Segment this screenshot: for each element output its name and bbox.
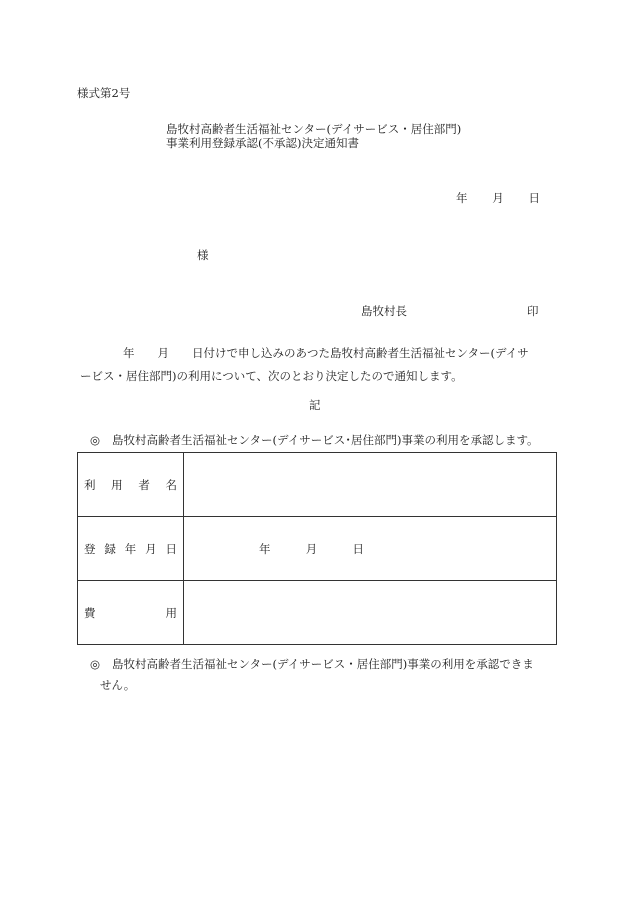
label-char: 用 (111, 477, 123, 492)
table-row (78, 453, 557, 517)
document-title-line2: 事業利用登録承認(不承認)決定通知書 (166, 136, 359, 150)
label-char: 録 (104, 541, 116, 556)
issue-date-month: 月 (492, 191, 504, 205)
label-char: 年 (124, 541, 137, 556)
para-line1: 日付けで申し込みのあつた島牧村高齢者生活福祉センター(デイサ (192, 346, 529, 360)
form-number: 様式第2号 (77, 86, 131, 100)
reg-date-year: 年 (259, 541, 271, 556)
issue-date-day: 日 (528, 191, 540, 205)
para-year: 年 (123, 346, 135, 360)
label-fee (78, 581, 184, 645)
approve-text: 島牧村高齢者生活福祉センター(デイサービス･居住部門)事業の利用を承認します。 (112, 433, 539, 447)
label-char: 費 (84, 605, 96, 620)
issue-date-year: 年 (456, 191, 468, 205)
label-char: 用 (165, 605, 177, 620)
table-row (78, 517, 557, 581)
label-char: 名 (165, 477, 177, 492)
deny-line1: 島牧村高齢者生活福祉センター(デイサービス・居住部門)事業の利用を承認できま (112, 657, 534, 671)
double-circle-icon: ◎ (90, 433, 101, 447)
seal-mark: 印 (527, 304, 539, 318)
para-month: 月 (157, 346, 169, 360)
value-user-name[interactable] (184, 453, 557, 517)
deny-statement (90, 654, 560, 696)
label-char: 者 (138, 477, 150, 492)
reg-date-day: 日 (352, 541, 364, 556)
value-registration-date[interactable] (184, 517, 557, 581)
label-char: 月 (145, 541, 157, 556)
reg-date-month: 月 (305, 541, 318, 556)
label-char: 日 (165, 541, 177, 556)
notice-paragraph (80, 342, 553, 388)
para-line2: ービス・居住部門)の利用について、次のとおり決定したので通知します。 (80, 369, 463, 383)
approval-table (77, 452, 557, 645)
label-user-name (78, 453, 184, 517)
deny-line2: せん。 (100, 678, 136, 692)
table-row (78, 581, 557, 645)
approve-statement (90, 435, 539, 447)
double-circle-icon: ◎ (90, 657, 101, 671)
document-title-line1: 島牧村高齢者生活福祉センター(デイサービス・居住部門) (166, 122, 462, 136)
sender-name: 島牧村長 (361, 304, 407, 318)
label-registration-date (78, 517, 184, 581)
recipient-honorific: 様 (197, 248, 209, 262)
label-char: 登 (84, 541, 96, 556)
label-char: 利 (84, 477, 96, 492)
value-fee[interactable] (184, 581, 557, 645)
issue-date (456, 193, 540, 205)
ki-heading: 記 (309, 398, 321, 412)
